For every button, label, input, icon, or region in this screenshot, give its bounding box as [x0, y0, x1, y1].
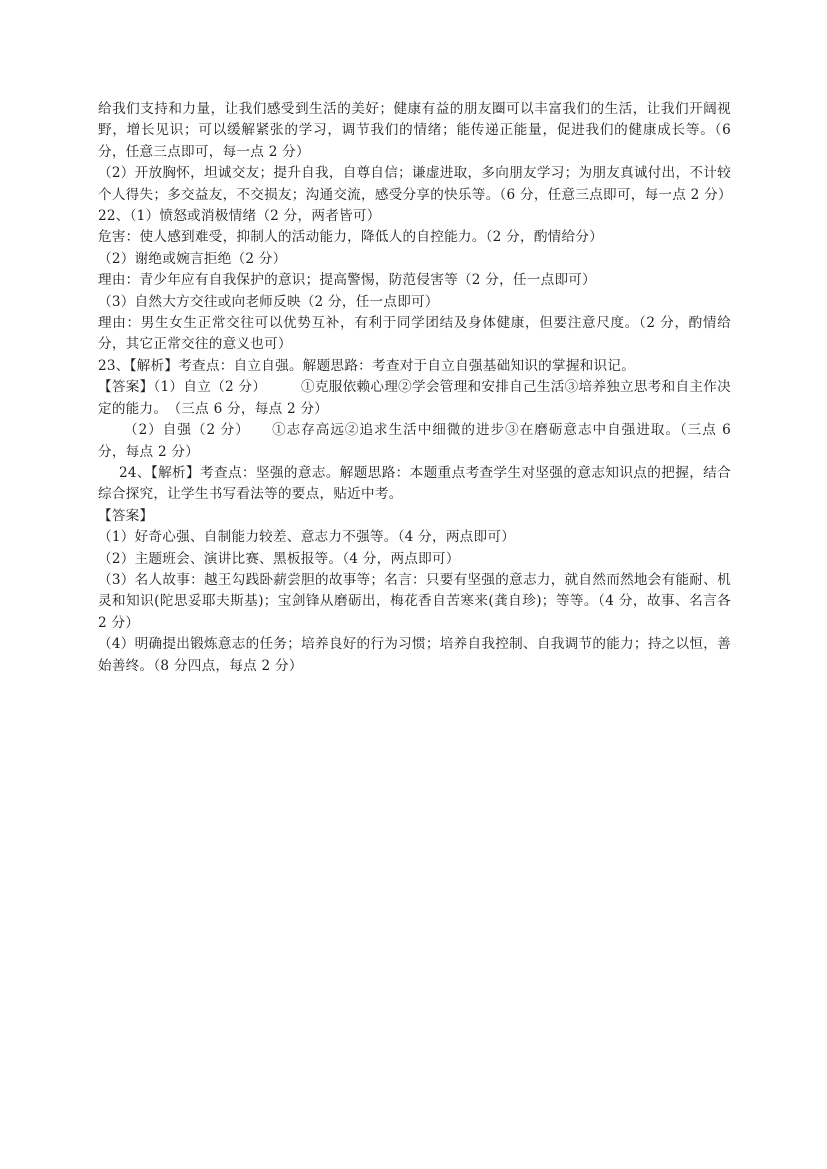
paragraph-q23-answer-1: 【答案】（1）自立（2 分） ①克服依赖心理②学会管理和安排自己生活③培养独立思考和自主作决定的能力。 （三点 6 分，每点 2 分） [98, 379, 731, 417]
paragraph-q24-analysis: 24、【解析】考查点：坚强的意志。解题思路：本题重点考查学生对坚强的意志知识点的把握，结合综合探究，让学生书写看法等的要点，贴近中考。 [98, 464, 731, 503]
paragraph-q24-3: （3）名人故事：越王勾践卧薪尝胆的故事等；名言：只要有坚强的意志力，就自然而然地会有能耐、机灵和知识(陀思妥耶夫斯基)；宝剑锋从磨砺出，梅花香自苦寒来(龚自珍)；等等。（4 分，故事、名言各 2 分） [98, 571, 731, 631]
paragraph-q22-1: 22、（1）愤怒或消极情绪（2 分，两者皆可） [98, 208, 381, 225]
paragraph-q22-harm: 危害：使人感到难受，抑制人的活动能力，降低人的自控能力。（2 分，酌情给分） [98, 229, 604, 246]
paragraph-q24-4: （4）明确提出锻炼意志的任务；培养良好的行为习惯；培养自我控制、自我调节的能力；持之以恒，善始善终。（8 分四点，每点 2 分） [98, 636, 731, 674]
paragraph-q21-2: （2）开放胸怀，坦诚交友；提升自我，自尊自信；谦虚进取，多向朋友学习；为朋友真诚付出，不计较个人得失；多交益友，不交损友；沟通交流，感受分享的快乐等。（6 分，任意三点即可，每一点 2 分） [98, 165, 732, 203]
paragraph-q24-2: （2）主题班会、演讲比赛、黑板报等。（4 分，两点即可） [98, 550, 460, 567]
paragraph-q23-answer-2: （2）自强（2 分） ①志存高远②追求生活中细微的进步③在磨砺意志中自强进取。（三点 6 分，每点 2 分） [98, 422, 731, 460]
paragraph-q22-reason-2: 理由：男生女生正常交往可以优势互补，有利于同学团结及身体健康，但要注意尺度。（2 分，酌情给分，其它正常交往的意义也可） [98, 315, 731, 353]
paragraph-q24-1: （1）好奇心强、自制能力较差、意志力不强等。（4 分，两点即可） [98, 529, 516, 546]
paragraph-q24-answer-heading: 【答案】 [98, 507, 154, 524]
paragraph-q21-1-continued: 给我们支持和力量，让我们感受到生活的美好；健康有益的朋友圈可以丰富我们的生活，让我们开阔视野，增长见识；可以缓解紧张的学习，调节我们的情绪；能传递正能量，促进我们的健康成长等。（6 分，任意三点即可，每一点 2 分） [98, 101, 731, 160]
paragraph-q23-analysis: 23、【解析】考查点：自立自强。解题思路：考查对于自立自强基础知识的掌握和识记。 [98, 357, 636, 374]
document-page [98, 99, 731, 677]
paragraph-q22-3: （3）自然大方交往或向老师反映（2 分，任一点即可） [98, 293, 439, 310]
paragraph-q22-reason-1: 理由：青少年应有自我保护的意识；提高警惕，防范侵害等（2 分，任一点即可） [98, 272, 596, 289]
paragraph-q22-2: （2）谢绝或婉言拒绝（2 分） [98, 250, 287, 267]
